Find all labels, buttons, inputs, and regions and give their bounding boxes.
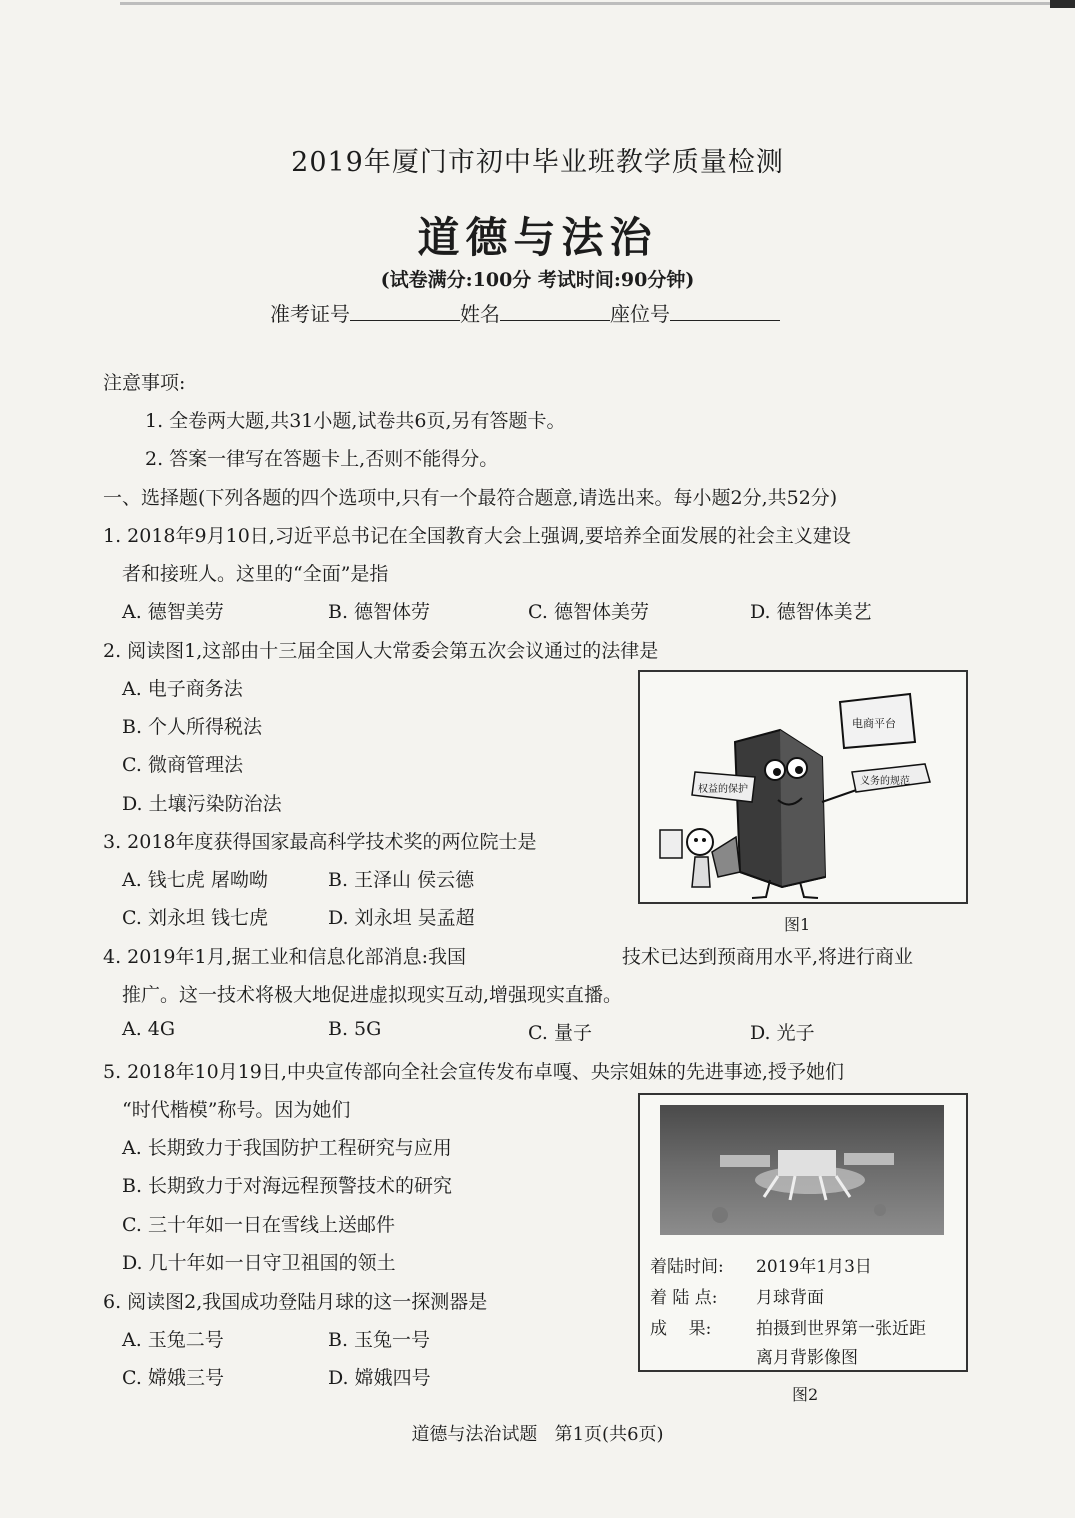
q3-option-d[interactable]: D. 刘永坦 吴孟超 <box>328 907 475 929</box>
q6-stem: 6. 阅读图2,我国成功登陆月球的这一探测器是 <box>103 1291 488 1313</box>
q2-option-a[interactable]: A. 电子商务法 <box>122 678 243 700</box>
q5-option-b[interactable]: B. 长期致力于对海远程预警技术的研究 <box>122 1175 453 1197</box>
q5-option-a[interactable]: A. 长期致力于我国防护工程研究与应用 <box>122 1137 452 1159</box>
q5-option-c[interactable]: C. 三十年如一日在雪线上送邮件 <box>122 1214 395 1236</box>
q2-option-c[interactable]: C. 微商管理法 <box>122 754 243 776</box>
q6-option-c[interactable]: C. 嫦娥三号 <box>122 1367 224 1389</box>
q1-option-b[interactable]: B. 德智体劳 <box>328 601 431 623</box>
q4-stem-tail: 技术已达到预商用水平,将进行商业 <box>622 946 914 968</box>
q1-option-c[interactable]: C. 德智体美劳 <box>528 601 649 623</box>
fig2-result-label: 成 果: <box>650 1319 712 1339</box>
moon-surface-photo <box>660 1105 944 1235</box>
fig1-sign-left: 权益的保护 <box>698 784 748 795</box>
q3-option-a[interactable]: A. 钱七虎 屠呦呦 <box>122 869 268 891</box>
scan-edge-line <box>120 2 1060 5</box>
q4-option-c[interactable]: C. 量子 <box>528 1022 592 1044</box>
fig2-result-value: 拍摄到世界第一张近距 <box>756 1319 926 1339</box>
q1-stem-cont: 者和接班人。这里的“全面”是指 <box>122 563 389 585</box>
q4-option-d[interactable]: D. 光子 <box>750 1022 815 1044</box>
q1-stem: 1. 2018年9月10日,习近平总书记在全国教育大会上强调,要培养全面发展的社会主义建设 <box>103 525 851 547</box>
section-heading: 一、选择题(下列各题的四个选项中,只有一个最符合题意,请选出来。每小题2分,共52分) <box>103 487 838 509</box>
fig2-time-value: 2019年1月3日 <box>756 1257 872 1277</box>
fig2-time-label: 着陆时间: <box>650 1257 724 1277</box>
exam-info: (试卷满分:100分 考试时间:90分钟) <box>380 269 695 291</box>
seat-label: 座位号 <box>610 302 670 326</box>
q2-stem: 2. 阅读图1,这部由十三届全国人大常委会第五次会议通过的法律是 <box>103 640 659 662</box>
q4-stem: 4. 2019年1月,据工业和信息化部消息:我国 <box>103 946 467 968</box>
q4-option-b[interactable]: B. 5G <box>328 1018 382 1040</box>
figure-1-caption: 图1 <box>784 915 811 934</box>
candidate-id-label: 准考证号 <box>270 302 350 326</box>
figure-2-caption: 图2 <box>792 1385 819 1404</box>
fig1-sign-top: 电商平台 <box>852 717 896 730</box>
q3-option-b[interactable]: B. 王泽山 侯云德 <box>328 869 475 891</box>
candidate-id-blank[interactable] <box>350 302 460 321</box>
notice-item: 2. 答案一律写在答题卡上,否则不能得分。 <box>145 448 499 470</box>
fig2-site-value: 月球背面 <box>756 1288 824 1308</box>
lunar-lander-icon <box>660 1105 944 1235</box>
candidate-info-row <box>270 298 780 327</box>
q5-stem: 5. 2018年10月19日,中央宣传部向全社会宣传发布卓嘎、央宗姐妹的先进事迹,授予她们 <box>103 1061 844 1083</box>
q3-stem: 3. 2018年度获得国家最高科学技术奖的两位院士是 <box>103 831 537 853</box>
q3-option-c[interactable]: C. 刘永坦 钱七虎 <box>122 907 268 929</box>
exam-title: 2019年厦门市初中毕业班教学质量检测 <box>291 147 784 178</box>
figure-2-box <box>638 1093 968 1372</box>
notice-heading: 注意事项: <box>103 372 186 394</box>
q2-option-d[interactable]: D. 土壤污染防治法 <box>122 793 282 815</box>
subject-title: 道德与法治 <box>417 213 658 262</box>
name-blank[interactable] <box>500 302 610 321</box>
name-label: 姓名 <box>460 302 500 326</box>
q6-option-b[interactable]: B. 玉兔一号 <box>328 1329 431 1351</box>
notice-item: 1. 全卷两大题,共31小题,试卷共6页,另有答题卡。 <box>145 410 566 432</box>
fig1-sign-right: 义务的规范 <box>860 776 910 787</box>
q4-option-a[interactable]: A. 4G <box>122 1018 176 1040</box>
page-footer: 道德与法治试题 第1页(共6页) <box>411 1424 664 1445</box>
q2-option-b[interactable]: B. 个人所得税法 <box>122 716 263 738</box>
q6-option-d[interactable]: D. 嫦娥四号 <box>328 1367 431 1389</box>
seat-blank[interactable] <box>670 302 780 321</box>
q6-option-a[interactable]: A. 玉兔二号 <box>122 1329 224 1351</box>
q5-option-d[interactable]: D. 几十年如一日守卫祖国的领土 <box>122 1252 396 1274</box>
law-book-cartoon-icon <box>640 672 966 902</box>
q1-option-d[interactable]: D. 德智体美艺 <box>750 601 872 623</box>
q5-stem-cont: “时代楷模”称号。因为她们 <box>122 1099 351 1121</box>
q4-stem-cont: 推广。这一技术将极大地促进虚拟现实互动,增强现实直播。 <box>122 984 623 1006</box>
fig2-result-cont: 离月背影像图 <box>756 1348 858 1368</box>
scan-corner-mark <box>1050 0 1075 8</box>
figure-1-cartoon <box>638 670 968 904</box>
fig2-site-label: 着 陆 点: <box>650 1288 718 1308</box>
q1-option-a[interactable]: A. 德智美劳 <box>122 601 224 623</box>
